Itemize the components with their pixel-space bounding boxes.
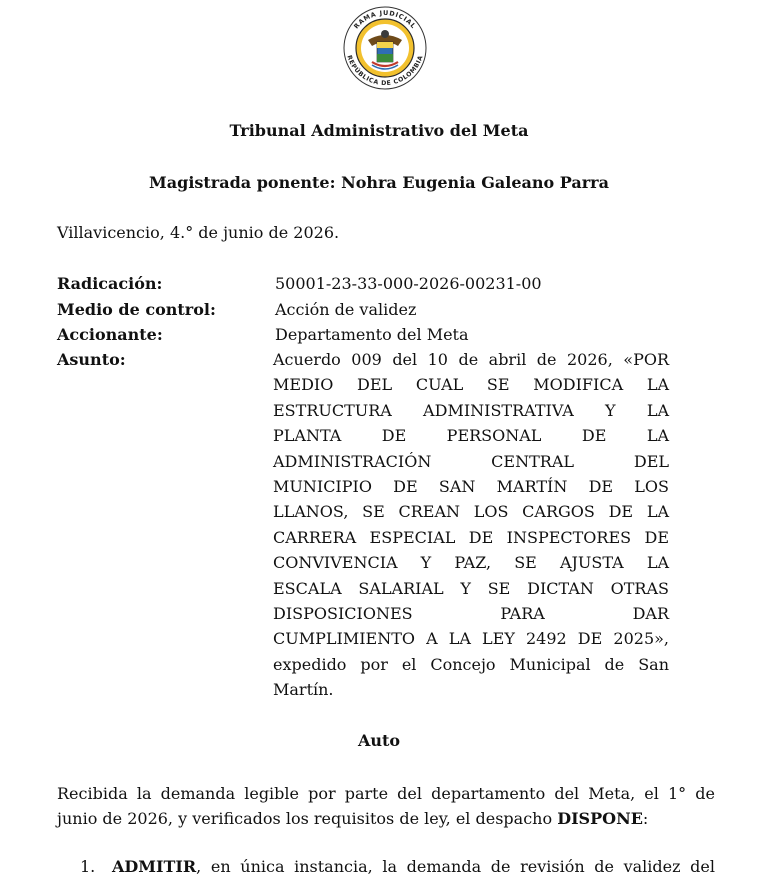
court-name: Tribunal Administrativo del Meta xyxy=(229,121,529,140)
asunto-line: CUMPLIMIENTO A LA LEY 2492 DE 2025», xyxy=(273,629,669,649)
asunto-line: DISPOSICIONES PARA DAR xyxy=(273,603,669,623)
body-line: Recibida la demanda legible por parte del departamento del Meta, el 1° de xyxy=(57,784,715,803)
asunto-label: Asunto: xyxy=(57,350,126,369)
medio-label: Medio de control: xyxy=(57,300,216,319)
item-text xyxy=(112,854,715,879)
body-text: junio de 2026, y verificados los requisitos de ley, el despacho xyxy=(57,809,558,829)
admitir-keyword: ADMITIR xyxy=(112,857,197,876)
item-number: 1. xyxy=(80,857,96,876)
asunto-line: ESTRUCTURA ADMINISTRATIVA Y LA xyxy=(273,400,669,420)
auto-heading: Auto xyxy=(357,731,401,750)
body-text: : xyxy=(642,809,649,829)
magistrate-line: Magistrada ponente: Nohra Eugenia Galeano Parra xyxy=(149,173,609,192)
rama-judicial-seal-logo xyxy=(332,4,438,92)
seal-top-text: RAMA JUDICIAL xyxy=(352,8,418,31)
body-paragraph xyxy=(57,781,715,832)
asunto-line: Martín. xyxy=(273,680,334,700)
asunto-line: PLANTA DE PERSONAL DE LA xyxy=(273,426,669,446)
seal-bottom-text: REPÚBLICA DE COLOMBIA xyxy=(345,54,425,88)
place-and-date: Villavicencio, 4.° de junio de 2026. xyxy=(57,223,340,242)
item-body: , en única instancia, la demanda de revisión de validez del xyxy=(196,857,715,876)
medio-value: Acción de validez xyxy=(275,300,417,319)
body-line xyxy=(57,806,715,831)
asunto-line: expedido por el Concejo Municipal de San xyxy=(273,654,669,674)
asunto-line: ESCALA SALARIAL Y SE DICTAN OTRAS xyxy=(273,578,669,598)
asunto-line: CARRERA ESPECIAL DE INSPECTORES DE xyxy=(273,527,669,547)
accionante-label: Accionante: xyxy=(57,325,163,344)
accionante-value: Departamento del Meta xyxy=(275,325,469,344)
asunto-line: Acuerdo 009 del 10 de abril de 2026, «POR xyxy=(273,350,669,369)
asunto-line: MEDIO DEL CUAL SE MODIFICA LA xyxy=(273,375,669,395)
asunto-line: CONVIVENCIA Y PAZ, SE AJUSTA LA xyxy=(273,553,669,573)
asunto-line: MUNICIPIO DE SAN MARTÍN DE LOS xyxy=(273,476,669,496)
asunto-line: LLANOS, SE CREAN LOS CARGOS DE LA xyxy=(273,502,669,522)
asunto-text xyxy=(273,347,669,702)
dispone-keyword: DISPONE xyxy=(557,809,643,829)
radicacion-value: 50001-23-33-000-2026-00231-00 xyxy=(275,274,542,293)
asunto-line: ADMINISTRACIÓN CENTRAL DEL xyxy=(273,451,669,471)
radicacion-label: Radicación: xyxy=(57,274,163,293)
